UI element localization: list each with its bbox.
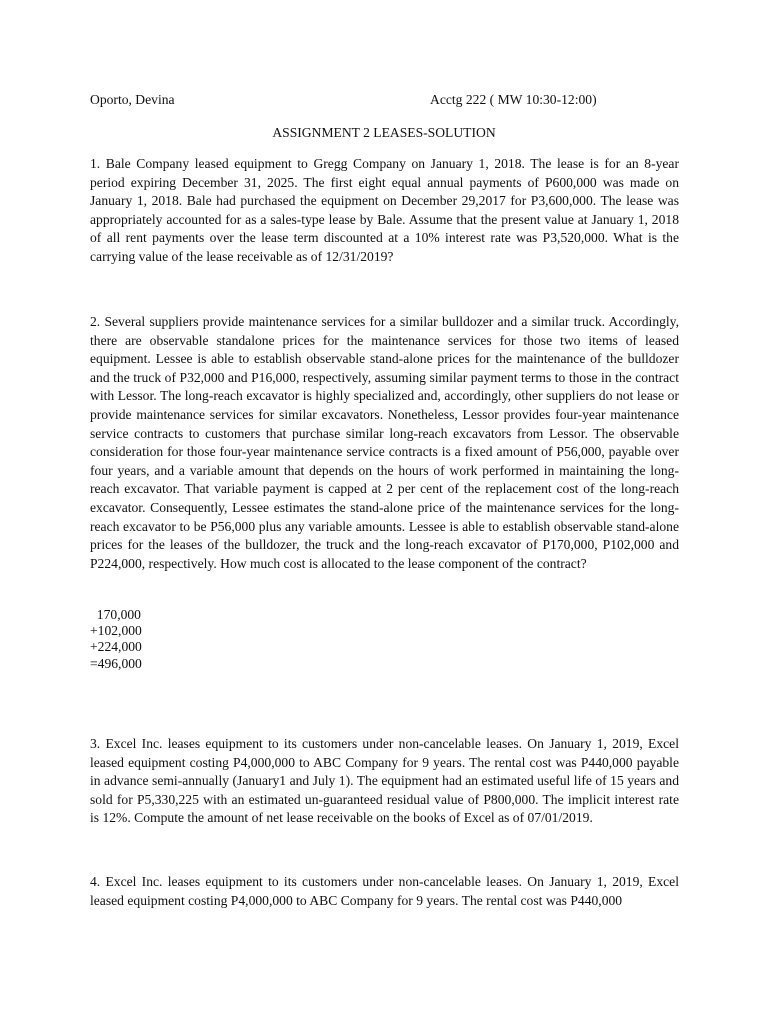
course-info: Acctg 222 ( MW 10:30-12:00): [430, 92, 597, 107]
computation-line: +102,000: [90, 623, 142, 639]
computation-line: +224,000: [90, 639, 142, 655]
question-1: 1. Bale Company leased equipment to Gregg Company on January 1, 2018. The lease is for an 8-year period expiring December 31, 2025. The first eight equal annual payments of P600,000 was made on January 1, 2018. Bale had purchased the equipment on December 29,2017 for P3,600,000. The lease was appropriately accounted for as a sales-type lease by Bale. Assume that the present value at January 1, 2018 of all rent payments over the lease term discounted at a 10% interest rate was P3,520,000. What is the carrying value of the lease receivable as of 12/31/2019?: [90, 156, 679, 264]
computation-line: 170,000: [90, 607, 141, 622]
computation-line: =496,000: [90, 655, 142, 671]
computation-block: [90, 607, 142, 672]
question-2: 2. Several suppliers provide maintenance services for a similar bulldozer and a similar truck. Accordingly, there are observable standalone prices for the maintenance services for those two items of leased equipment. Lessee is able to establish observable stand-alone prices for the maintenance of the bulldozer and the truck of P32,000 and P16,000, respectively, assuming similar payment terms to those in the contract with Lessor. The long-reach excavator is highly specialized and, accordingly, other suppliers do not lease or provide maintenance services for similar excavators. Nonetheless, Lessor provides four-year maintenance service contracts to customers that purchase similar long-reach excavators from Lessor. The observable consideration for those four-year maintenance service contracts is a fixed amount of P56,000, payable over four years, and a variable amount that depends on the hours of work performed in maintaining the long-reach excavator. That variable payment is capped at 2 per cent of the replacement cost of the long-reach excavator. Consequently, Lessee estimates the stand-alone price of the maintenance services for the long-reach excavator to be P56,000 plus any variable amounts. Lessee is able to establish observable stand-alone prices for the leases of the bulldozer, the truck and the long-reach excavator of P170,000, P102,000 and P224,000, respectively. How much cost is allocated to the lease component of the contract?: [90, 314, 679, 571]
assignment-title: ASSIGNMENT 2 LEASES-SOLUTION: [272, 125, 496, 140]
student-name: Oporto, Devina: [90, 92, 175, 107]
question-4: 4. Excel Inc. leases equipment to its customers under non-cancelable leases. On January 1, 2019, Excel leased equipment costing P4,000,000 to ABC Company for 9 years. The rental cost was P440,000: [90, 874, 679, 908]
question-3: 3. Excel Inc. leases equipment to its customers under non-cancelable leases. On January 1, 2019, Excel leased equipment costing P4,000,000 to ABC Company for 9 years. The rental cost was P440,000 payable in advance semi-annually (January1 and July 1). The equipment had an estimated useful life of 15 years and sold for P5,330,225 with an estimated un-guaranteed residual value of P800,000. The implicit interest rate is 12%. Compute the amount of net lease receivable on the books of Excel as of 07/01/2019.: [90, 736, 679, 826]
